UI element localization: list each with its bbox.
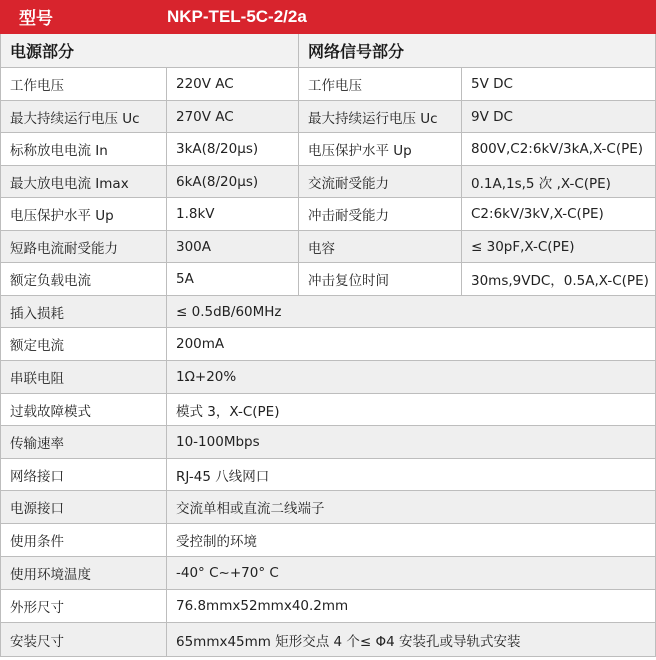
param-name: 电压保护水平 Up [0,198,167,231]
param-name: 电压保护水平 Up [299,133,462,166]
table-row [0,590,656,623]
table-row [0,557,656,590]
table-row [0,491,656,524]
param-value: ≤ 0.5dB/60MHz [167,296,656,328]
param-name: 串联电阻 [0,361,167,394]
table-row [0,361,656,394]
param-name: 额定电流 [0,328,167,361]
param-name: 使用条件 [0,524,167,557]
table-row [0,68,656,101]
param-value: 65mmx45mm 矩形交点 4 个≤ Φ4 安装孔或导轨式安装 [167,623,656,657]
param-name: 交流耐受能力 [299,166,462,198]
table-row [0,296,656,328]
table-row [0,198,656,231]
param-name: 网络接口 [0,459,167,491]
param-value: 220V AC [167,68,299,101]
param-name: 额定负载电流 [0,263,167,296]
param-value: 1Ω+20% [167,361,656,394]
param-name: 电源接口 [0,491,167,524]
param-value: 1.8kV [167,198,299,231]
param-value: 3kA(8/20μs) [167,133,299,166]
param-name: 冲击复位时间 [299,263,462,296]
param-name: 标称放电电流 In [0,133,167,166]
param-value: 受控制的环境 [167,524,656,557]
param-value: 76.8mmx52mmx40.2mm [167,590,656,623]
param-name: 工作电压 [299,68,462,101]
param-value: RJ-45 八线网口 [167,459,656,491]
table-row [0,133,656,166]
table-row [0,101,656,133]
param-value: ≤ 30pF,X-C(PE) [462,231,656,263]
table-row [0,623,656,657]
param-value: 5A [167,263,299,296]
param-name: 过载故障模式 [0,394,167,426]
param-value: 800V,C2:6kV/3kA,X-C(PE) [462,133,656,166]
param-value: C2:6kV/3kV,X-C(PE) [462,198,656,231]
param-name: 传输速率 [0,426,167,459]
param-name: 使用环境温度 [0,557,167,590]
section-network-title: 网络信号部分 [299,34,656,68]
param-name: 短路电流耐受能力 [0,231,167,263]
param-name: 最大放电电流 Imax [0,166,167,198]
param-value: 300A [167,231,299,263]
section-power-title: 电源部分 [0,34,299,68]
param-value: -40° C~+70° C [167,557,656,590]
param-value: 6kA(8/20μs) [167,166,299,198]
table-row [0,231,656,263]
table-row [0,459,656,491]
table-row [0,263,656,296]
param-name: 工作电压 [0,68,167,101]
param-value: 0.1A,1s,5 次 ,X-C(PE) [462,166,656,198]
param-value: 270V AC [167,101,299,133]
param-name: 最大持续运行电压 Uc [299,101,462,133]
section-header-row [0,34,656,68]
table-row [0,328,656,361]
param-name: 外形尺寸 [0,590,167,623]
param-value: 交流单相或直流二线端子 [167,491,656,524]
param-name: 冲击耐受能力 [299,198,462,231]
param-name: 安装尺寸 [0,623,167,657]
param-name: 最大持续运行电压 Uc [0,101,167,133]
param-name: 插入损耗 [0,296,167,328]
param-value: 5V DC [462,68,656,101]
table-row [0,166,656,198]
param-name: 电容 [299,231,462,263]
table-header-row [0,0,656,34]
param-value: 10-100Mbps [167,426,656,459]
table-row [0,394,656,426]
model-value: NKP-TEL-5C-2/2a [167,0,656,34]
param-value: 200mA [167,328,656,361]
param-value: 模式 3，X-C(PE) [167,394,656,426]
param-value: 30ms,9VDC，0.5A,X-C(PE) [462,263,656,296]
param-value: 9V DC [462,101,656,133]
model-label: 型号 [0,0,167,34]
table-row [0,524,656,557]
table-row [0,426,656,459]
